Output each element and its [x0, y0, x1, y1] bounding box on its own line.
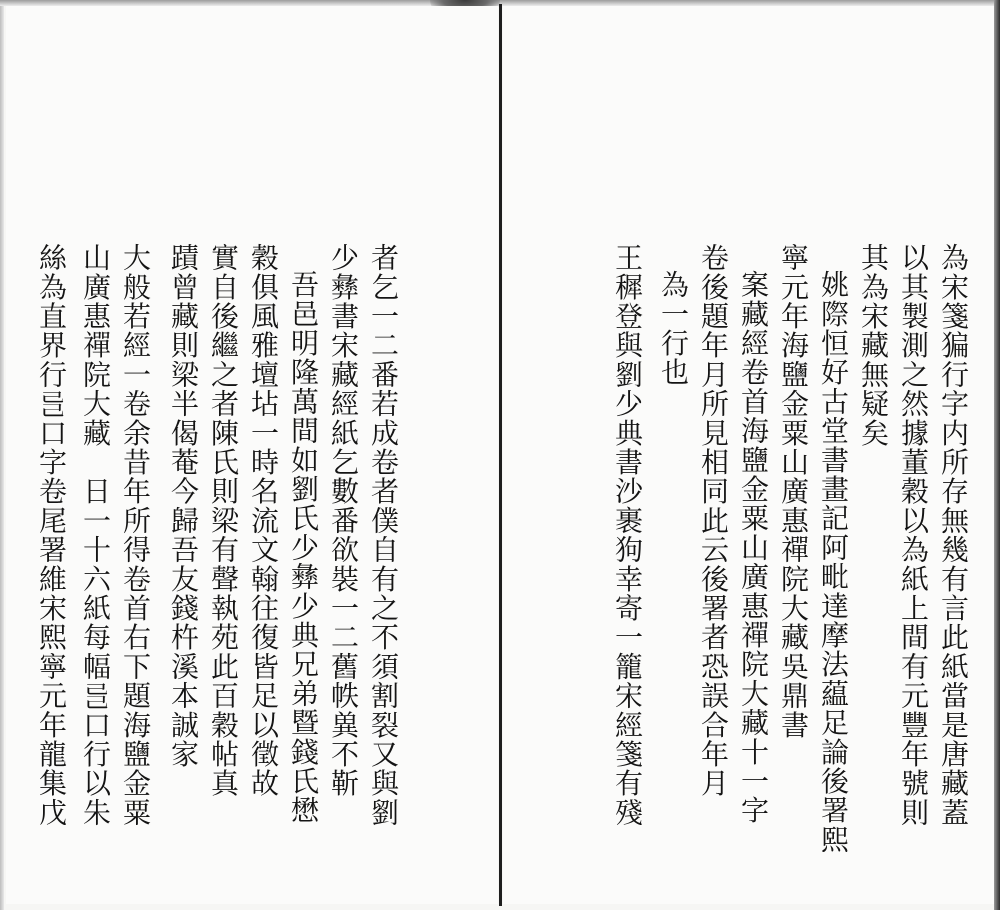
- right-page-column-7: 卷後題年月所見相同此云後署者恐誤合年月: [697, 243, 730, 798]
- right-page-column-1: 為宋箋猵行字内所存無幾有言此紙當是唐藏蓋: [937, 243, 970, 827]
- binding-gutter: [499, 4, 502, 906]
- right-page-column-3: 其為宋藏無疑矣: [857, 243, 890, 448]
- left-page-column-2: 少彝書宋藏經紙乞數番欲裝一二舊帙兾不靳: [327, 243, 360, 798]
- right-page-column-4: 姚際恒好古堂書畫記阿毗達摩法藴足論後署熙: [817, 270, 850, 854]
- left-page-column-8: 山廣惠禪院大藏 日一十六紙每幅𢀵口行以朱: [79, 243, 112, 827]
- right-page-column-8: 為一行也: [657, 270, 690, 387]
- right-page-column-9: 王穉登與劉少典書沙裹狗幸寄一籠宋經箋有殘: [611, 243, 644, 827]
- page-edge-right: [994, 0, 1000, 910]
- left-page-column-4: 穀俱風雅壇坫一時名流文翰往復皆足以徵故: [247, 243, 280, 798]
- left-page-column-6: 蹟曾藏則梁半偈菴今歸吾友錢杵溪本誠家: [167, 243, 200, 769]
- page-edge-left: [0, 0, 4, 910]
- left-page-column-3: 吾邑明隆萬間如劉氏少彝少典兄弟暨錢氏懋: [287, 270, 320, 825]
- left-page-column-9: 絲為直界行𢀵口字卷尾署維宋熙寧元年龍集戊: [35, 243, 68, 827]
- right-page-column-6: 案藏經卷首海鹽金粟山廣惠禪院大藏十一字: [737, 270, 770, 825]
- left-page-column-7: 大般若經一卷余昔年所得卷首右下題海鹽金粟: [119, 243, 152, 827]
- right-page-column-5: 寧元年海鹽金粟山廣惠禪院大藏吳鼎書: [777, 243, 810, 740]
- left-page-column-5: 實自後繼之者陳氏則梁有聲執苑此百穀帖真: [207, 243, 240, 798]
- right-page-column-2: 以其製測之然據董穀以為紙上間有元豐年號則: [897, 243, 930, 827]
- left-page-column-1: 者乞一二番若成卷者僕自有之不須割裂又與劉: [367, 243, 400, 827]
